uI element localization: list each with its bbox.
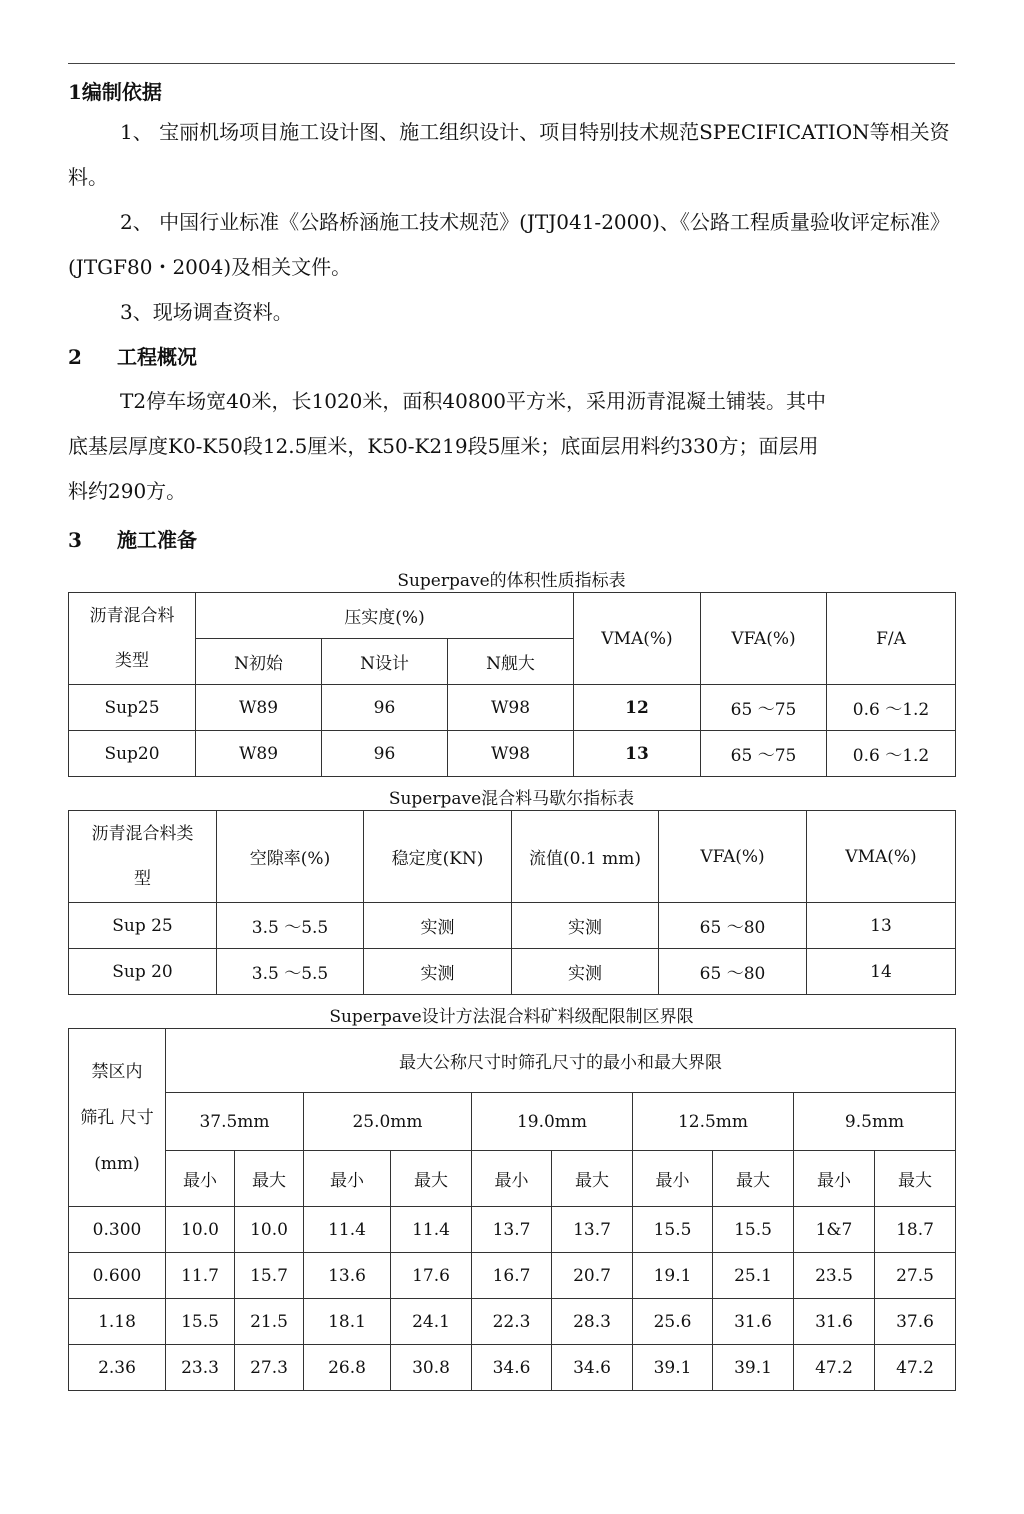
- section-2-heading: [68, 339, 955, 375]
- table-row: 1.18 15.5 21.5 18.1 24.1 22.3 28.3 25.6 31.6 31.6 37.6: [69, 1299, 956, 1345]
- header-vma: VMA(%): [807, 811, 956, 903]
- table-row: 0.600 11.7 15.7 13.6 17.6 16.7 20.7 19.1 25.1 23.5 27.5: [69, 1253, 956, 1299]
- overview-line-1: T2停车场宽40米，长1020米，面积40800平方米，采用沥青混凝土铺装。其中: [120, 389, 827, 413]
- header-min: 最小: [472, 1151, 552, 1207]
- basis-item-1: 1、 宝丽机场项目施工设计图、施工组织设计、项目特别技术规范SPECIFICATION等相关资料。: [68, 120, 950, 189]
- section-number: 2: [68, 345, 82, 369]
- header-min: 最小: [166, 1151, 235, 1207]
- overview-line-2: 底基层厚度K0-K50段12.5厘米，K50-K219段5厘米；底面层用料约330方；面层用: [68, 434, 819, 458]
- header-max: 最大: [235, 1151, 304, 1207]
- section-title: 编制依据: [81, 80, 162, 104]
- header-min: 最小: [794, 1151, 875, 1207]
- table-row: Sup20 W89 96 W98 13 65 〜75 0.6 〜1.2: [69, 731, 956, 777]
- table-row: Sup 25 3.5 〜5.5 实测 实测 65 〜80 13: [69, 903, 956, 949]
- header-min: 最小: [304, 1151, 391, 1207]
- marshall-table: [68, 810, 956, 995]
- header-n-max: N舰大: [448, 639, 574, 685]
- header-size-37-5: 37.5mm: [166, 1093, 304, 1151]
- header-min: 最小: [633, 1151, 713, 1207]
- header-flow: 流值(0.1 mm): [512, 811, 659, 903]
- table-row: 0.300 10.0 10.0 11.4 11.4 13.7 13.7 15.5 15.5 1&7 18.7: [69, 1207, 956, 1253]
- gradation-table: [68, 1028, 956, 1391]
- header-fa: F/A: [827, 593, 956, 685]
- section-title: 工程概况: [117, 345, 197, 369]
- volumetric-table: [68, 592, 956, 777]
- header-mix-type: 沥青混合料 类型: [69, 593, 196, 685]
- header-max: 最大: [875, 1151, 956, 1207]
- header-max: 最大: [391, 1151, 472, 1207]
- section-3-heading: [68, 522, 955, 558]
- table3-caption: Superpave设计方法混合料矿料级配限制区界限: [329, 1007, 694, 1027]
- header-max: 最大: [713, 1151, 794, 1207]
- section-1-heading: [68, 74, 955, 110]
- table-row: Sup 20 3.5 〜5.5 实测 实测 65 〜80 14: [69, 949, 956, 995]
- header-limits: 最大公称尺寸时筛孔尺寸的最小和最大界限: [166, 1029, 956, 1093]
- basis-item-3: 3、现场调查资料。: [120, 300, 293, 324]
- header-size-9-5: 9.5mm: [794, 1093, 956, 1151]
- header-sieve-size: 禁区内 筛孔 尺寸 (mm): [69, 1029, 166, 1207]
- header-rule: [68, 63, 955, 64]
- header-max: 最大: [552, 1151, 633, 1207]
- document-body: [68, 74, 955, 1391]
- header-size-19-0: 19.0mm: [472, 1093, 633, 1151]
- header-mix-type: 沥青混合料类 型: [69, 811, 217, 903]
- header-compaction: 压实度(%): [196, 593, 574, 639]
- table1-caption: Superpave的体积性质指标表: [397, 571, 626, 591]
- section-title: 施工准备: [117, 528, 197, 552]
- header-voids: 空隙率(%): [217, 811, 364, 903]
- table-row: 2.36 23.3 27.3 26.8 30.8 34.6 34.6 39.1 39.1 47.2 47.2: [69, 1345, 956, 1391]
- section-number: 3: [68, 528, 82, 552]
- header-vfa: VFA(%): [701, 593, 827, 685]
- header-size-12-5: 12.5mm: [633, 1093, 794, 1151]
- table-row: Sup25 W89 96 W98 12 65 〜75 0.6 〜1.2: [69, 685, 956, 731]
- overview-line-3: 料约290方。: [68, 479, 187, 503]
- header-vfa: VFA(%): [659, 811, 807, 903]
- header-n-initial: N初始: [196, 639, 322, 685]
- table2-caption: Superpave混合料马歇尔指标表: [388, 789, 635, 809]
- section-number: 1: [68, 80, 82, 104]
- header-stability: 稳定度(KN): [364, 811, 512, 903]
- header-size-25-0: 25.0mm: [304, 1093, 472, 1151]
- basis-item-2: 2、 中国行业标准《公路桥涵施工技术规范》(JTJ041-2000)、《公路工程质量验收评定标准》(JTGF80・2004)及相关文件。: [68, 210, 950, 279]
- header-n-design: N设计: [322, 639, 448, 685]
- header-vma: VMA(%): [574, 593, 701, 685]
